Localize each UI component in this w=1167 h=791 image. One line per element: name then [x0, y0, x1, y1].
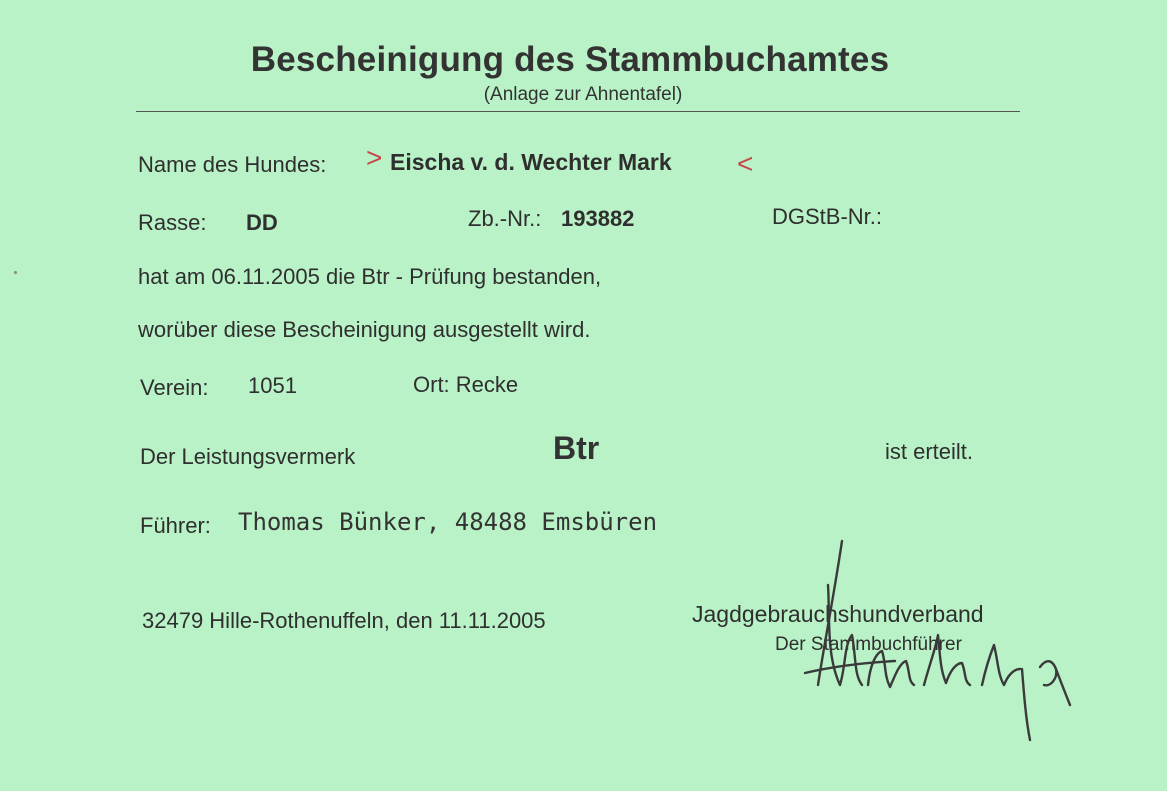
handler-value: Thomas Bünker, 48488 Emsbüren [238, 508, 658, 536]
document-subtitle: (Anlage zur Ahnentafel) [483, 84, 683, 105]
dog-name: Eischa v. d. Wechter Mark [390, 149, 672, 175]
place-date: 32479 Hille-Rothenuffeln, den 11.11.2005 [142, 608, 546, 633]
zb-number: 193882 [561, 206, 635, 231]
performance-suffix: ist erteilt. [885, 439, 974, 464]
handler-label: Führer: [140, 513, 211, 538]
performance-value: Btr [553, 430, 600, 466]
dgstb-label: DGStB-Nr.: [772, 204, 883, 229]
dog-name-label: Name des Hundes: [138, 152, 327, 177]
document-title: Bescheinigung des Stammbuchamtes [250, 40, 890, 79]
header-divider [136, 111, 1020, 112]
performance-label: Der Leistungsvermerk [140, 444, 356, 469]
zb-label: Zb.-Nr.: [468, 206, 542, 231]
breed-value: DD [246, 210, 278, 235]
breed-label: Rasse: [138, 210, 207, 235]
verein-value: 1051 [248, 373, 297, 398]
official-role: Der Stammbuchführer [775, 634, 962, 655]
statement-line-1: hat am 06.11.2005 die Btr - Prüfung bestanden, [138, 264, 602, 289]
marker-left: > [366, 142, 383, 173]
verein-label: Verein: [140, 375, 209, 400]
paper-speck [14, 271, 17, 274]
organization-name: Jagdgebrauchshundverband [692, 601, 984, 627]
marker-right: < [737, 148, 754, 179]
ort-value: Ort: Recke [413, 372, 519, 397]
statement-line-2: worüber diese Bescheinigung ausgestellt wird. [138, 317, 591, 342]
